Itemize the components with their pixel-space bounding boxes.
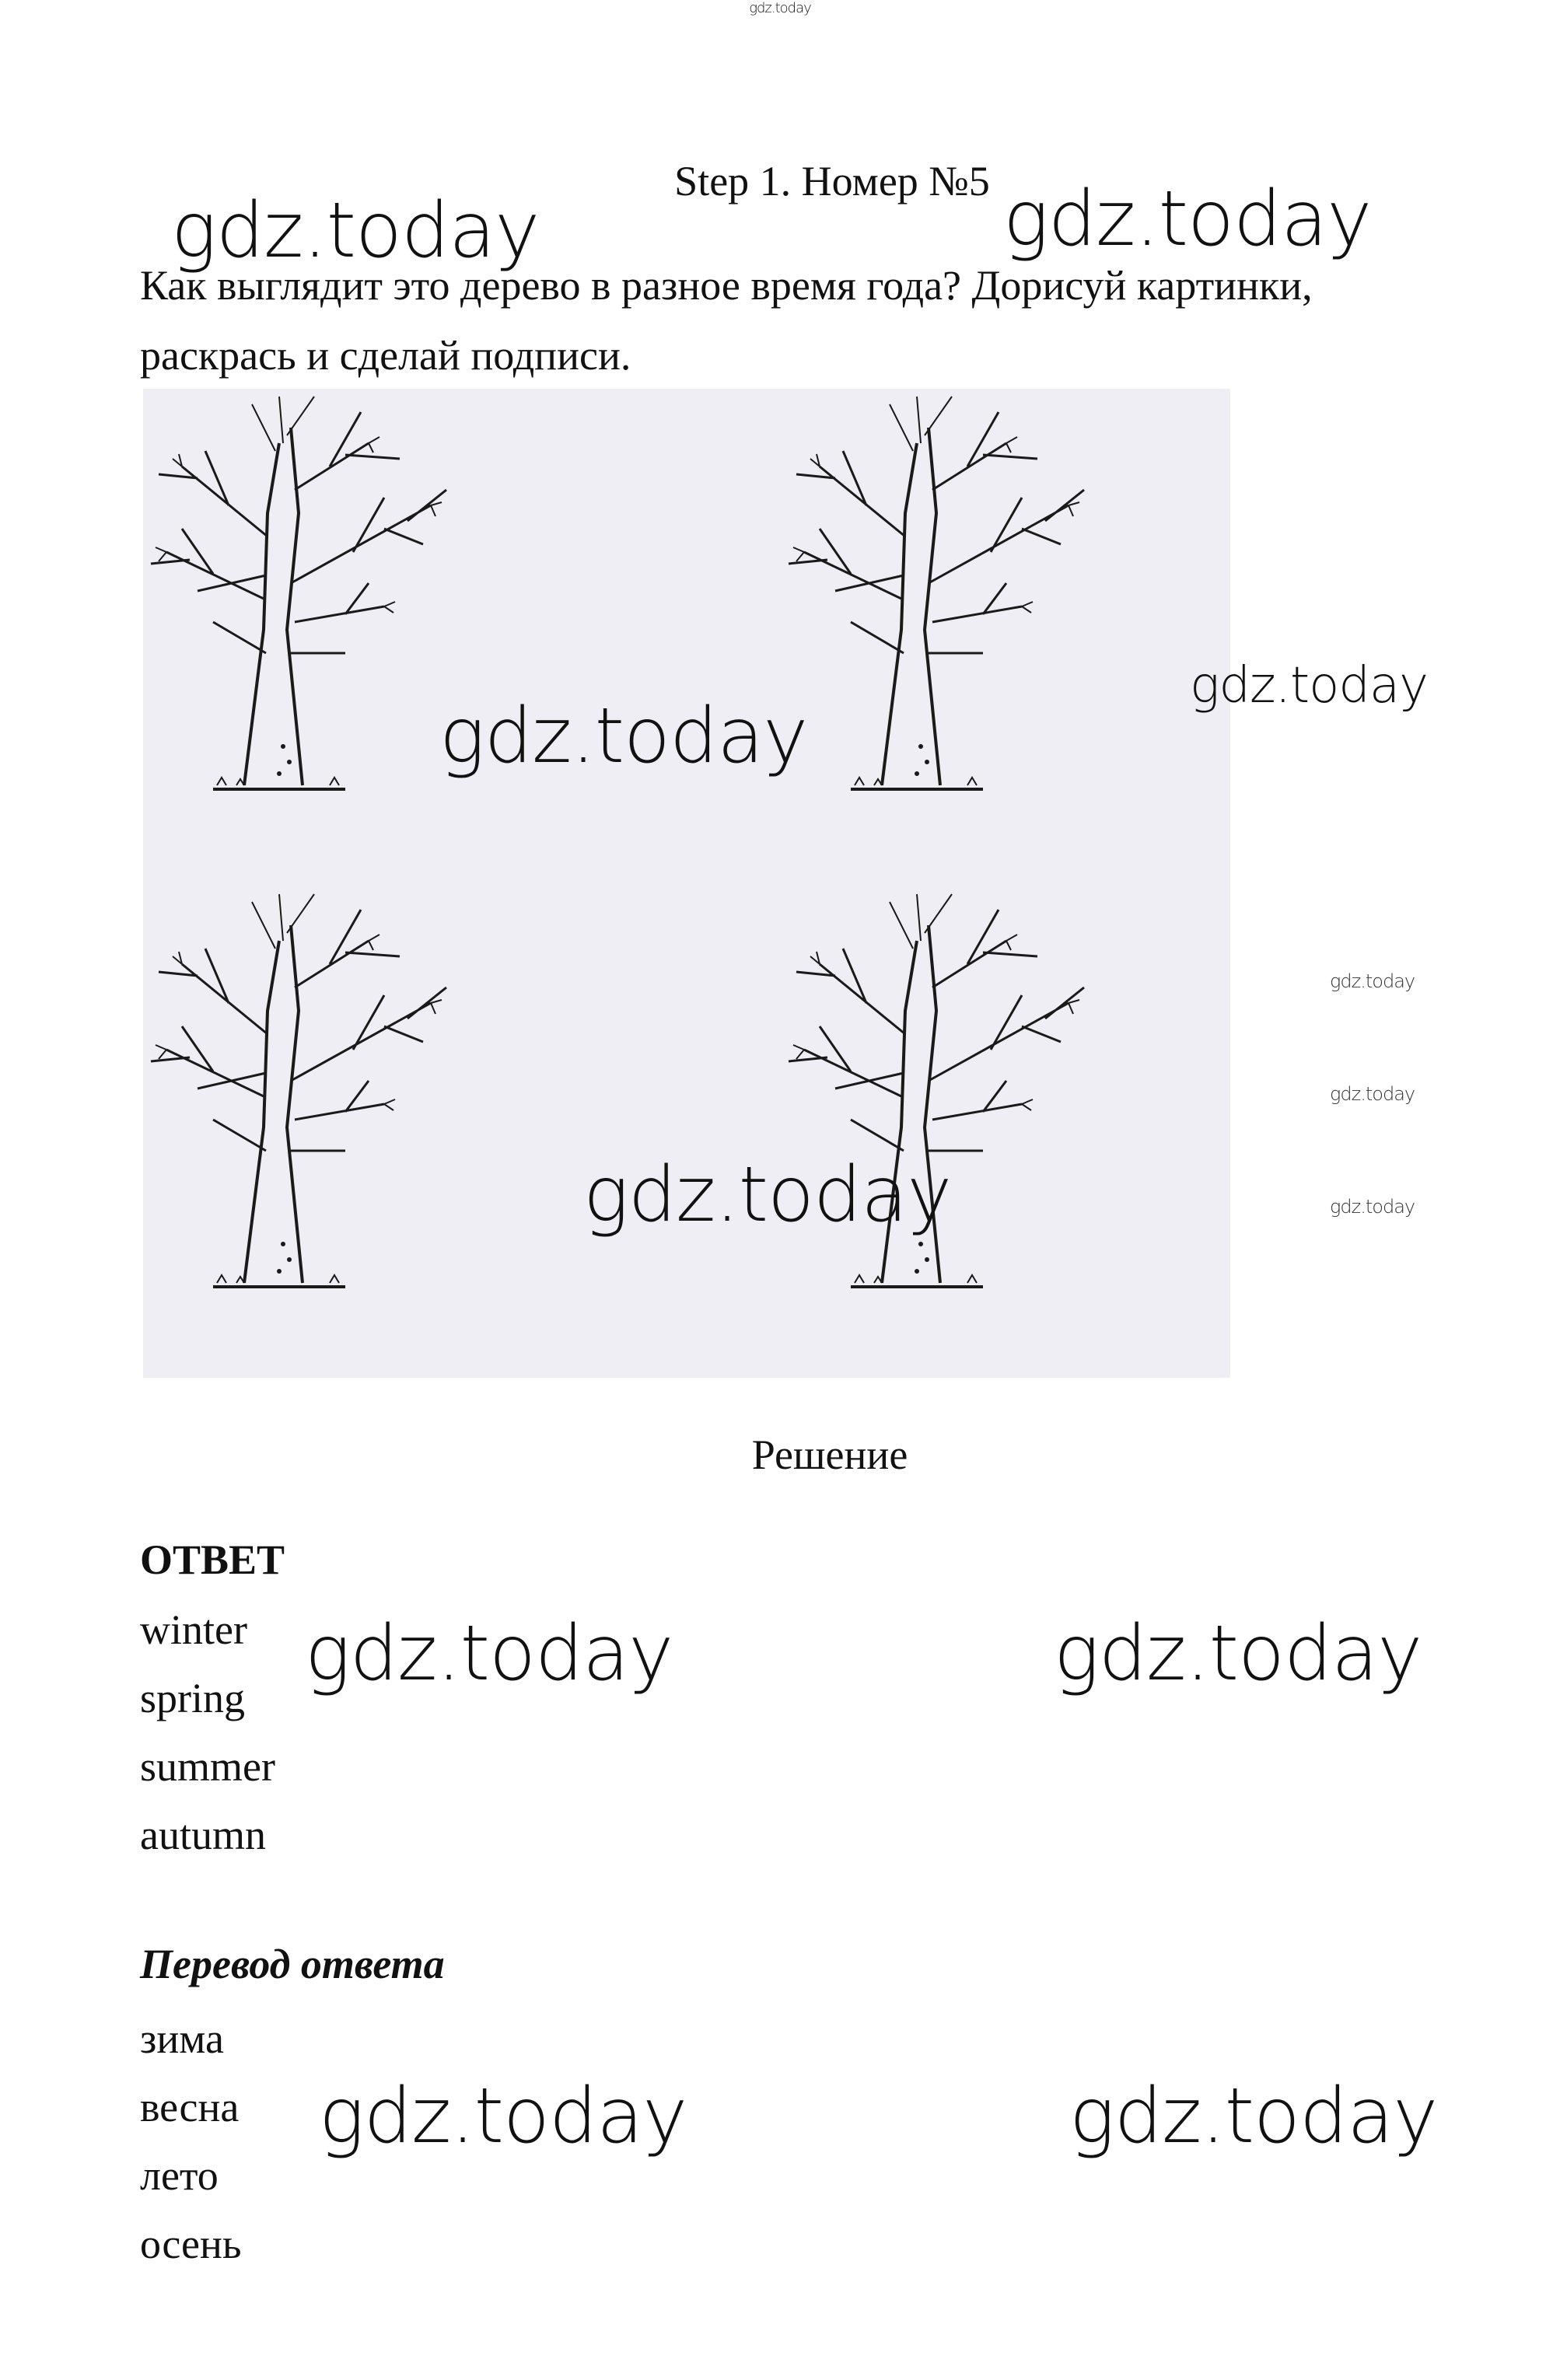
- answer-list: [140, 1595, 275, 1869]
- translation-list: [140, 2004, 241, 2278]
- list-item: лето: [140, 2152, 219, 2199]
- watermark: gdz.today: [1330, 970, 1415, 992]
- task-text: Как выглядит это дерево в разное время года? Дорисуй картинки, раскрась и сделай подписи.: [140, 262, 1313, 379]
- list-item: весна: [140, 2084, 240, 2130]
- list-item: spring: [140, 1675, 245, 1721]
- top-watermark: gdz.today: [749, 0, 811, 16]
- list-item: зима: [140, 2015, 224, 2062]
- watermark: gdz.today: [1003, 175, 1372, 264]
- watermark: gdz.today: [319, 2072, 687, 2161]
- solution-label: Решение: [751, 1431, 908, 1478]
- watermark: gdz.today: [439, 692, 808, 781]
- page-title: Step 1. Номер №5: [674, 158, 990, 204]
- list-item: summer: [140, 1743, 275, 1790]
- watermark: gdz.today: [1330, 1196, 1415, 1218]
- list-item: осень: [140, 2221, 242, 2267]
- translation-title: Перевод ответа: [140, 1941, 445, 1987]
- watermark: gdz.today: [1069, 2072, 1438, 2161]
- list-item: winter: [140, 1606, 247, 1653]
- watermark: gdz.today: [583, 1151, 952, 1239]
- answer-title: ОТВЕТ: [140, 1536, 285, 1583]
- watermark: gdz.today: [171, 187, 540, 275]
- watermark: gdz.today: [1190, 657, 1428, 715]
- watermark: gdz.today: [305, 1609, 673, 1698]
- list-item: autumn: [140, 1812, 266, 1858]
- watermark: gdz.today: [1330, 1083, 1415, 1105]
- watermark: gdz.today: [1054, 1609, 1422, 1698]
